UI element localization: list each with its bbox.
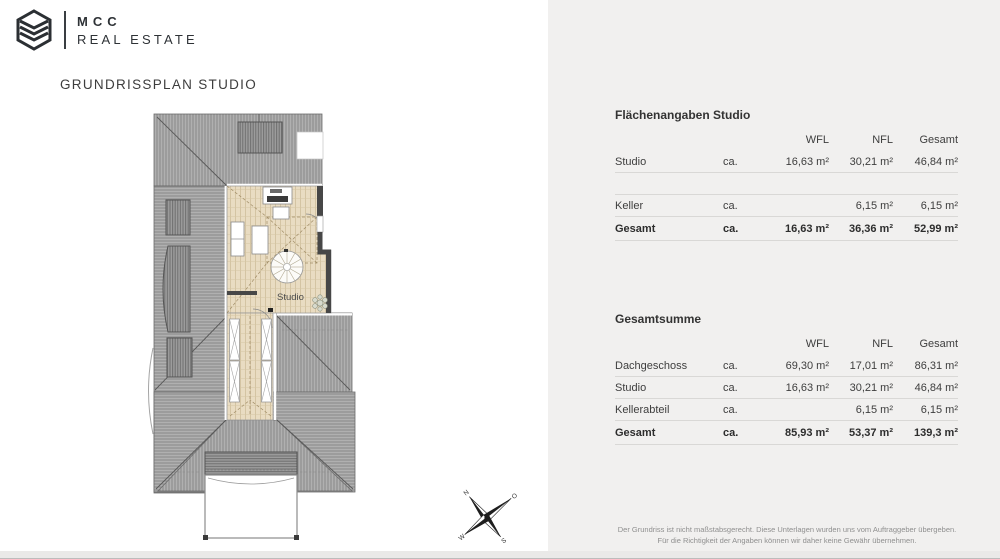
compass-west-label: W bbox=[457, 533, 467, 543]
row-ca: ca. bbox=[723, 426, 739, 439]
brand-name-line2: REAL ESTATE bbox=[77, 31, 198, 47]
room-label: Studio bbox=[277, 292, 304, 303]
page-bottom-edge bbox=[0, 551, 1000, 559]
logo-divider bbox=[64, 11, 66, 49]
row-gesamt: 6,15 m² bbox=[920, 199, 958, 212]
header-gesamt: Gesamt bbox=[919, 338, 958, 350]
header-gesamt: Gesamt bbox=[919, 134, 958, 146]
area-table-total bbox=[615, 312, 958, 445]
disclaimer-line1: Der Grundriss ist nicht maßstabsgerecht. Diese Unterlagen wurden uns vom Auftraggeber übergeben. bbox=[617, 525, 957, 534]
row-nfl: 53,37 m² bbox=[848, 426, 893, 439]
table-title: Gesamtsumme bbox=[615, 312, 702, 326]
row-nfl: 36,36 m² bbox=[848, 222, 893, 235]
door-pivot bbox=[268, 308, 273, 312]
row-gesamt: 52,99 m² bbox=[913, 222, 958, 235]
row-gesamt: 6,15 m² bbox=[920, 403, 958, 416]
row-label: Keller bbox=[615, 199, 644, 212]
table-row bbox=[615, 151, 958, 173]
row-ca: ca. bbox=[723, 359, 738, 372]
table-row bbox=[615, 355, 958, 377]
header-wfl: WFL bbox=[805, 134, 829, 146]
disclaimer-line2: Für die Richtigkeit der Angaben können wir daher keine Gewähr übernehmen. bbox=[657, 536, 917, 545]
row-wfl: 69,30 m² bbox=[785, 359, 829, 372]
table-row bbox=[615, 377, 958, 399]
row-wfl: 16,63 m² bbox=[784, 222, 829, 235]
row-nfl: 30,21 m² bbox=[849, 381, 893, 394]
table-row bbox=[615, 195, 958, 217]
row-nfl: 6,15 m² bbox=[855, 403, 893, 416]
sink-unit bbox=[273, 207, 289, 219]
area-table-studio bbox=[615, 108, 958, 241]
row-ca: ca. bbox=[723, 199, 738, 212]
roof-notch bbox=[297, 132, 323, 159]
disclaimer bbox=[600, 524, 974, 546]
floor-plan-drawing bbox=[140, 105, 410, 550]
row-label: Dachgeschoss bbox=[615, 359, 688, 372]
mcc-cube-icon bbox=[15, 9, 53, 51]
compass-south-label: S bbox=[500, 537, 509, 546]
balcony bbox=[203, 475, 299, 540]
row-ca: ca. bbox=[723, 403, 738, 416]
table-spacer-row bbox=[615, 173, 958, 195]
brand-logo bbox=[15, 9, 198, 51]
brand-name bbox=[77, 14, 198, 47]
row-wfl: 16,63 m² bbox=[785, 155, 829, 168]
table-row bbox=[615, 421, 958, 445]
info-panel bbox=[548, 0, 1000, 551]
bed bbox=[252, 226, 268, 254]
table-row bbox=[615, 399, 958, 421]
compass-north-label: N bbox=[462, 488, 471, 498]
row-wfl: 16,63 m² bbox=[785, 381, 829, 394]
table-row bbox=[615, 217, 958, 241]
table-title: Flächenangaben Studio bbox=[615, 108, 751, 122]
row-wfl: 85,93 m² bbox=[784, 426, 829, 439]
page-title: GRUNDRISSPLAN STUDIO bbox=[60, 77, 258, 92]
header-nfl: NFL bbox=[872, 134, 893, 146]
row-nfl: 30,21 m² bbox=[849, 155, 893, 168]
row-label: Gesamt bbox=[615, 426, 656, 439]
window bbox=[317, 216, 323, 232]
eave-curve bbox=[149, 348, 154, 434]
table-header-row bbox=[615, 129, 958, 151]
row-label: Studio bbox=[615, 381, 647, 394]
table-body bbox=[615, 151, 958, 241]
row-gesamt: 139,3 m² bbox=[913, 426, 958, 439]
row-gesamt: 46,84 m² bbox=[914, 155, 958, 168]
row-ca: ca. bbox=[723, 222, 739, 235]
compass-east-label: O bbox=[510, 492, 520, 501]
row-gesamt: 46,84 m² bbox=[914, 381, 958, 394]
row-ca: ca. bbox=[723, 155, 738, 168]
row-nfl: 6,15 m² bbox=[855, 199, 893, 212]
brand-name-line1: MCC bbox=[77, 13, 122, 29]
header-nfl: NFL bbox=[872, 338, 893, 350]
row-label: Kellerabteil bbox=[615, 403, 670, 416]
row-nfl: 17,01 m² bbox=[849, 359, 893, 372]
table-body bbox=[615, 355, 958, 445]
header-wfl: WFL bbox=[805, 338, 829, 350]
row-ca: ca. bbox=[723, 381, 738, 394]
row-label: Studio bbox=[615, 155, 647, 168]
row-gesamt: 86,31 m² bbox=[914, 359, 958, 372]
compass-icon bbox=[448, 478, 524, 556]
table-header-row bbox=[615, 333, 958, 355]
row-label: Gesamt bbox=[615, 222, 656, 235]
